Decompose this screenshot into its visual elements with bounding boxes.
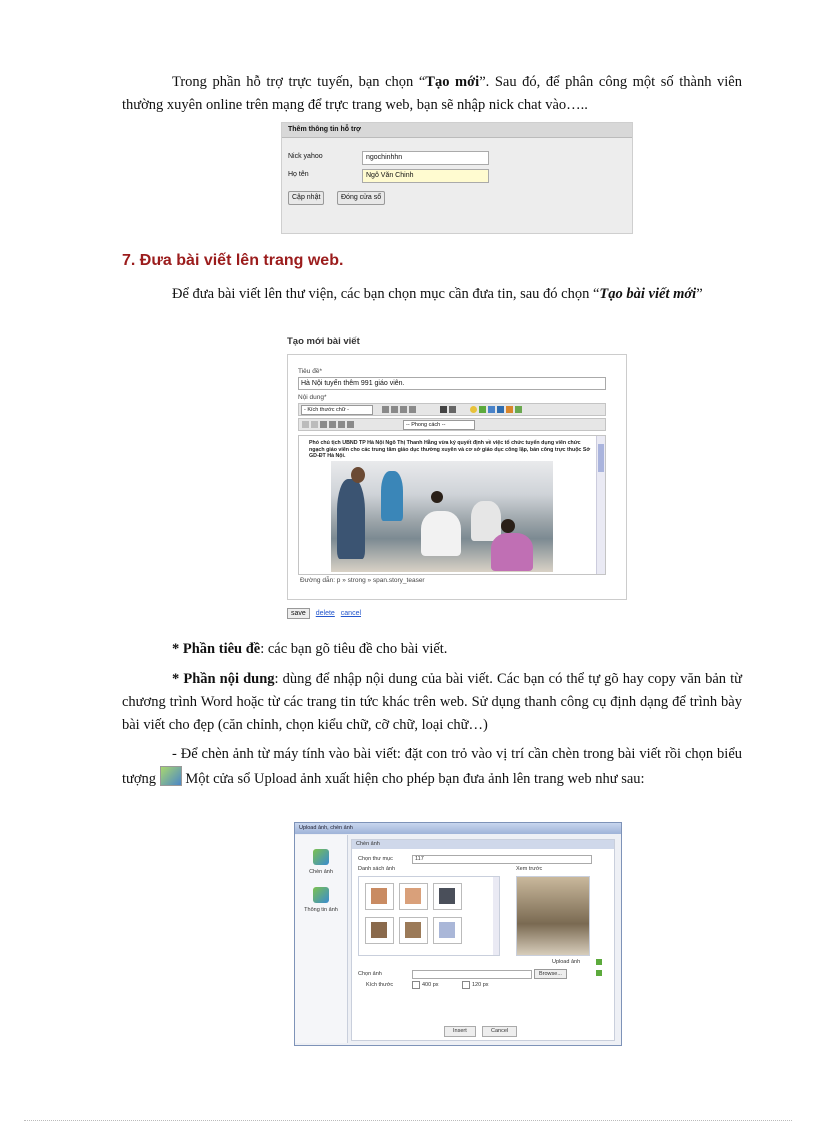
update-button[interactable]: Cập nhật xyxy=(288,191,324,205)
image-preview xyxy=(516,876,590,956)
editor-text: Phó chủ tịch UBND TP Hà Nội Ngô Thị Thanh Hằng vừa ký quyết định về việc tổ chức tuyển dụng viên chức ngạch giáo viên cho các trung tâm giáo dục thường xuyên và cơ sở giáo dục công lập, bán công trực thuộc Sở GD-ĐT Hà Nội. xyxy=(309,440,591,459)
style-select[interactable]: -- Phong cách -- xyxy=(403,420,475,430)
browse-button[interactable]: Browse... xyxy=(534,969,567,979)
upload-label[interactable]: Upload ảnh xyxy=(552,959,581,965)
insert-image-icon xyxy=(160,766,182,786)
p1-text-a: Trong phần hỗ trợ trực tuyến, bạn chọn “ xyxy=(172,74,426,90)
image-thumb[interactable] xyxy=(433,883,462,910)
p3-bold: * Phần tiêu đề xyxy=(172,641,261,657)
editor-path: Đường dẫn: p » strong » span.story_teaser xyxy=(300,577,425,584)
insert-image-icon[interactable] xyxy=(313,849,329,865)
insert-button[interactable]: Insert xyxy=(444,1026,476,1037)
size-label: Kích thước xyxy=(366,982,394,988)
delete-link[interactable]: delete xyxy=(315,610,335,617)
upload-sidebar xyxy=(295,835,348,1043)
file-path-input[interactable] xyxy=(412,970,532,979)
add-icon[interactable] xyxy=(596,970,602,976)
p2-text-a: Để đưa bài viết lên thư viện, các bạn chọn mục cần đưa tin, sau đó chọn “ xyxy=(172,286,600,302)
p1-text-c: ”. Sau đó, để phân công một số thành viên thường xuyên online trên mạng để trực trang web, bạn sẽ nhập nick chat vào….. xyxy=(122,74,742,113)
image-info-icon[interactable] xyxy=(313,887,329,903)
p4-text: : dùng để nhập nội dung của bài viết. Các bạn có thể tự gõ hay copy văn bản từ chương trình Word hoặc từ các trang tin tức khác trên web. Sử dụng thanh công cụ định dạng để trình bày bài viết cho đẹp (căn chỉnh, chọn kiểu chữ, cỡ chữ, loại chữ…) xyxy=(122,671,742,733)
image-thumb[interactable] xyxy=(399,917,428,944)
editor-toolbar-row-1 xyxy=(298,403,606,416)
image-thumb[interactable] xyxy=(365,883,394,910)
p5-text-c: Một cửa sổ Upload ảnh xuất hiện cho phép bạn đưa ảnh lên trang web như sau: xyxy=(185,771,645,787)
upload-panel-title: Chèn ảnh xyxy=(352,840,614,849)
nick-yahoo-input[interactable]: ngochinhhn xyxy=(362,151,489,165)
paragraph-3 xyxy=(122,638,742,661)
p2-text-c: ” xyxy=(696,286,703,302)
folder-select[interactable]: 117 xyxy=(412,855,592,864)
size-400-checkbox[interactable] xyxy=(412,981,420,989)
upload-image-screenshot xyxy=(294,822,622,1046)
size-120-checkbox[interactable] xyxy=(462,981,470,989)
full-name-input[interactable]: Ngô Văn Chinh xyxy=(362,169,489,183)
sidebar-insert-label[interactable]: Chèn ảnh xyxy=(309,869,333,875)
editor-toolbar-row-2 xyxy=(298,418,606,431)
sidebar-info-label[interactable]: Thông tin ảnh xyxy=(304,907,338,913)
page-footer-rule xyxy=(24,1120,792,1121)
classroom-photo xyxy=(331,461,553,572)
choose-image-label: Chọn ảnh xyxy=(358,971,382,977)
image-list-label: Danh sách ảnh xyxy=(358,866,395,872)
image-list[interactable] xyxy=(358,876,500,956)
paragraph-1 xyxy=(122,71,742,117)
image-thumb[interactable] xyxy=(399,883,428,910)
save-button[interactable]: save xyxy=(287,608,310,619)
editor-scrollbar[interactable] xyxy=(596,436,605,574)
p4-bold: * Phần nội dung xyxy=(172,671,275,687)
upload-window-title: Upload ảnh, chèn ảnh xyxy=(295,823,621,834)
font-size-select[interactable]: - Kích thước chữ - xyxy=(301,405,373,415)
article-title-input[interactable]: Hà Nội tuyển thêm 991 giáo viên. xyxy=(298,377,606,390)
folder-label: Chọn thư mục xyxy=(358,856,393,862)
size-400-label: 400 px xyxy=(422,982,439,988)
image-thumb[interactable] xyxy=(433,917,462,944)
full-name-label: Họ tên xyxy=(288,171,309,178)
support-form-title: Thêm thông tin hỗ trợ xyxy=(282,123,632,138)
content-field-label: Nội dung* xyxy=(298,394,327,401)
upload-cancel-button[interactable]: Cancel xyxy=(482,1026,517,1037)
paragraph-4 xyxy=(122,668,742,737)
cancel-link[interactable]: cancel xyxy=(340,610,362,617)
new-article-title: Tạo mới bài viết xyxy=(287,336,360,347)
p1-bold: Tạo mới xyxy=(425,74,480,90)
size-120-label: 120 px xyxy=(472,982,489,988)
upload-panel xyxy=(351,839,615,1041)
upload-icon[interactable] xyxy=(596,959,602,965)
paragraph-2 xyxy=(122,283,742,306)
section-heading-7: 7. Đưa bài viết lên trang web. xyxy=(122,252,344,269)
support-form-screenshot xyxy=(281,122,633,234)
new-article-screenshot xyxy=(287,354,627,600)
p5-text-a: - Để chèn ảnh từ máy tính vào bài viết: đặt con trỏ vào vị trí cần chèn trong bài viết rồi chọn biểu tượng xyxy=(122,746,742,787)
preview-label: Xem trước xyxy=(516,866,543,872)
editor-area[interactable] xyxy=(298,435,606,575)
paragraph-5 xyxy=(122,743,742,791)
title-field-label: Tiêu đề* xyxy=(298,368,322,375)
p3-text: : các bạn gõ tiêu đề cho bài viết. xyxy=(260,641,448,657)
nick-yahoo-label: Nick yahoo xyxy=(288,153,323,160)
image-thumb[interactable] xyxy=(365,917,394,944)
close-window-button[interactable]: Đóng cửa sổ xyxy=(337,191,385,205)
p2-bold-italic: Tạo bài viết mới xyxy=(599,286,697,302)
